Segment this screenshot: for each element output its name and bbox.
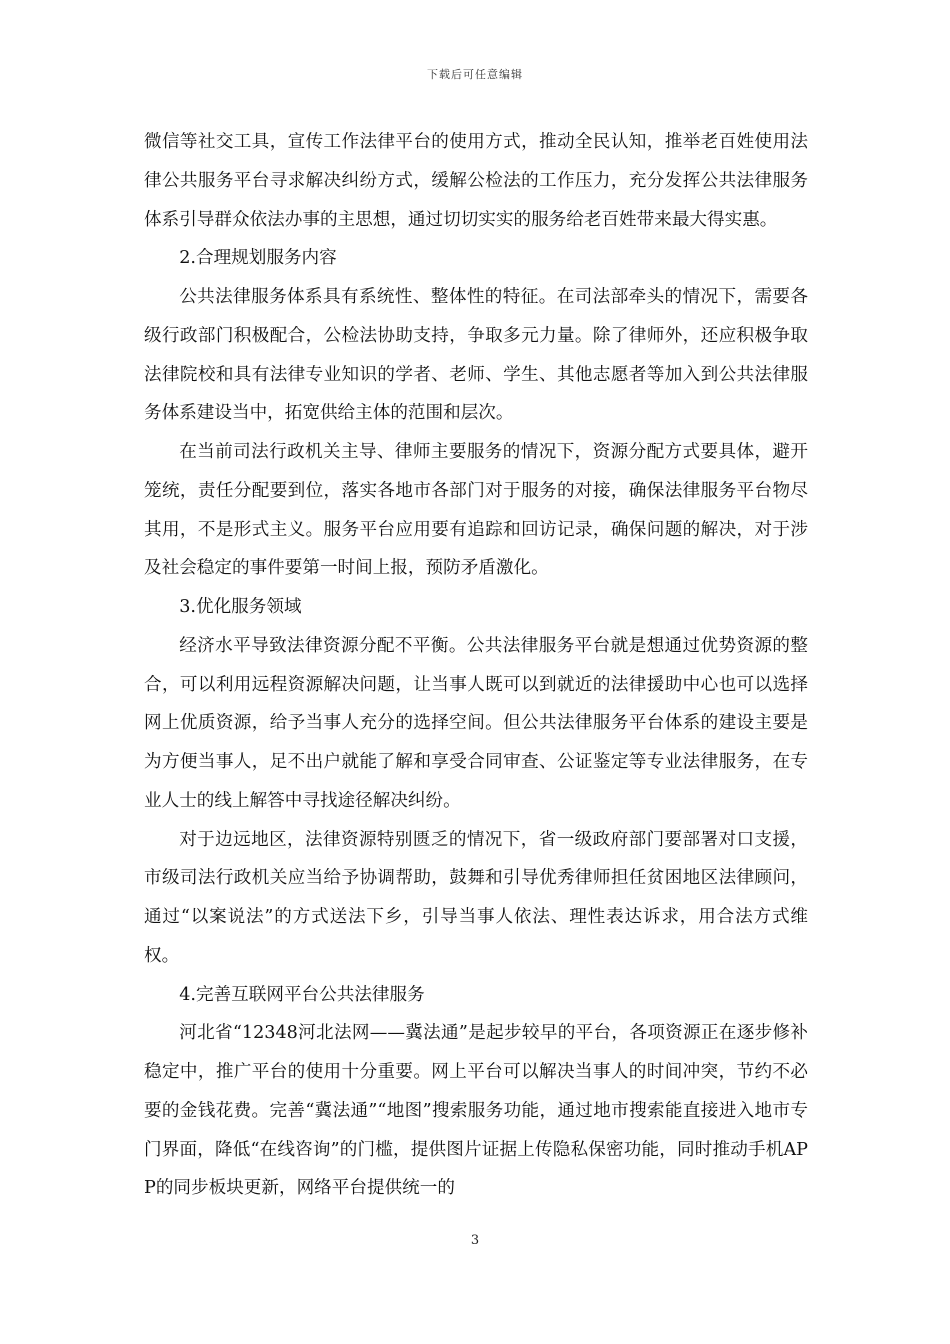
paragraph-continuation: 微信等社交工具，宣传工作法律平台的使用方式，推动全民认知，推举老百姓使用法律公共服务平台寻求解决纠纷方式，缓解公检法的工作压力，充分发挥公共法律服务体系引导群众依法办事的主思想，通过切切实实的服务给老百姓带来最大得实惠。 <box>144 132 808 230</box>
section-heading-4: 4.完善互联网平台公共法律服务 <box>179 984 425 1005</box>
paragraph: 在当前司法行政机关主导、律师主要服务的情况下，资源分配方式要具体，避开笼统，责任分配要到位，落实各地市各部门对于服务的对接，确保法律服务平台物尽其用，不是形式主义。服务平台应用要有追踪和回访记录，确保问题的解决，对于涉及社会稳定的事件要第一时间上报，预防矛盾激化。 <box>144 442 808 579</box>
paragraph: 对于边远地区，法律资源特别匮乏的情况下，省一级政府部门要部署对口支援，市级司法行政机关应当给予协调帮助，鼓舞和引导优秀律师担任贫困地区法律顾问，通过“以案说法”的方式送法下乡，引导当事人依法、理性表达诉求，用合法方式维权。 <box>144 829 808 966</box>
page-header: 下载后可任意编辑 <box>427 68 523 81</box>
section-heading-3: 3.优化服务领域 <box>179 597 302 617</box>
page-number: 3 <box>470 1233 480 1248</box>
section-heading-2: 2.合理规划服务内容 <box>179 248 337 269</box>
paragraph: 河北省“12348河北法网——冀法通”是起步较早的平台，各项资源正在逐步修补稳定中，推广平台的使用十分重要。网上平台可以解决当事人的时间冲突，节约不必要的金钱花费。完善“冀法通”“地图”搜索服务功能，通过地市搜索能直接进入地市专门界面，降低“在线咨询”的门槛，提供图片证据上传隐私保密功能，同时推动手机APP的同步板块更新，网络平台提供统一的 <box>144 1023 808 1199</box>
paragraph: 公共法律服务体系具有系统性、整体性的特征。在司法部牵头的情况下，需要各级行政部门积极配合，公检法协助支持，争取多元力量。除了律师外，还应积极争取法律院校和具有法律专业知识的学者、老师、学生、其他志愿者等加入到公共法律服务体系建设当中，拓宽供给主体的范围和层次。 <box>144 287 808 424</box>
paragraph: 经济水平导致法律资源分配不平衡。公共法律服务平台就是想通过优势资源的整合，可以利用远程资源解决问题，让当事人既可以到就近的法律援助中心也可以选择网上优质资源，给予当事人充分的选择空间。但公共法律服务平台体系的建设主要是为方便当事人，足不出户就能了解和享受合同审查、公证鉴定等专业法律服务，在专业人士的线上解答中寻找途径解决纠纷。 <box>144 635 808 811</box>
document-body <box>144 123 808 1208</box>
